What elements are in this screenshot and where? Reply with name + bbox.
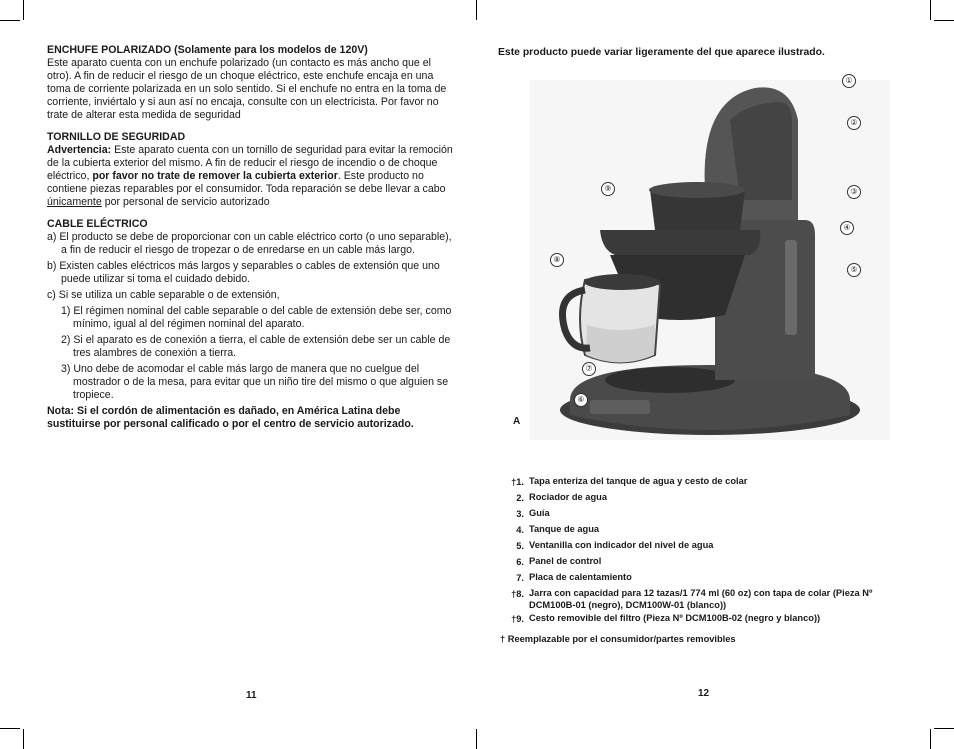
section-heading: TORNILLO DE SEGURIDAD [47, 131, 186, 143]
body-text: Este aparato cuenta con un tornillo de seguridad para evitar la remoción de la cubierta exterior del mismo. A fin de reducir el riesgo de incendio o de choque eléctrico, [47, 144, 453, 182]
callout-6: ⑥ [574, 393, 588, 407]
list-item: b) Existen cables eléctricos más largos y separables o cables de extensión que uno puede utilizar si toma el cuidado debido. [47, 260, 440, 285]
parts-list-item [500, 522, 900, 538]
parts-list-item [500, 506, 900, 522]
parts-list-item [500, 490, 900, 506]
sub-list-item: 3) Uno debe de acomodar el cable más largo de manera que no cuelgue del mostrador o de la mesa, para evitar que un niño tire del mismo o que alguien se tropiece. [61, 363, 449, 401]
parts-list-item [500, 474, 900, 490]
part-number: 5. [516, 541, 524, 551]
part-number: †9. [511, 614, 524, 624]
part-name: Cesto removible del filtro (Pieza Nº DCM100B-02 (negro y blanco)) [529, 613, 821, 623]
parts-list-item [500, 611, 900, 627]
crop-mark [0, 20, 20, 21]
part-name: Jarra con capacidad para 12 tazas/1 774 ml (60 oz) con tapa de colar (Pieza Nº DCM100B-01 (negro), DCM100W-01 (blanco)) [529, 588, 873, 610]
polarized-plug-section [47, 44, 454, 122]
coffee-maker-illustration [530, 80, 890, 440]
callout-4: ④ [840, 221, 854, 235]
warning-label: Advertencia: [47, 144, 112, 156]
part-name: Tanque de agua [529, 524, 600, 534]
list-item: a) El producto se debe de proporcionar con un cable eléctrico corto (o uno separable), a fin de reducir el riesgo de tropezar o de enredarse en un cable más largo. [47, 231, 452, 256]
section-body: Este aparato cuenta con un enchufe polarizado (un contacto es más ancho que el otro). A fin de reducir el riesgo de un choque eléctrico, este enchufe encaja en una toma de corriente polarizada en un solo sentido. Si el enchufe no entra en la toma de corriente, inviértalo y si aun así no encaja, consulte con un electricista. Por favor no trate de alterar esta medida de seguridad [47, 57, 447, 121]
part-name: Placa de calentamiento [529, 572, 632, 582]
part-number: 3. [516, 509, 524, 519]
callout-2: ② [847, 116, 861, 130]
callout-8: ⑧ [550, 253, 564, 267]
parts-list-item [500, 554, 900, 570]
part-number: 2. [516, 493, 524, 503]
illustration-disclaimer: Este producto puede variar ligeramente del que aparece ilustrado. [498, 47, 825, 58]
power-cord-section [47, 218, 454, 402]
crop-mark [934, 728, 954, 729]
body-text: . Este producto no contiene piezas reparables por el consumidor. Toda reparación se debe llevar a cabo [47, 170, 446, 195]
parts-list [500, 474, 900, 647]
part-number: 7. [516, 573, 524, 583]
crop-mark [23, 0, 24, 20]
section-heading: CABLE ELÉCTRICO [47, 218, 148, 230]
body-text: por personal de servicio autorizado [101, 196, 270, 208]
crop-mark [930, 729, 931, 749]
part-name: Guía [529, 508, 550, 518]
sub-list-item: 1) El régimen nominal del cable separable o del cable de extensión debe ser, como mínimo, igual al del régimen nominal del aparato. [61, 305, 452, 330]
left-page [47, 44, 454, 431]
cord-note: Nota: Si el cordón de alimentación es dañado, en América Latina debe sustituirse por personal calificado o por el centro de servicio autorizado. [47, 405, 414, 430]
replaceable-footnote: † Reemplazable por el consumidor/partes removibles [500, 634, 736, 644]
coffee-maker-drawing [530, 80, 890, 440]
parts-list-item [500, 570, 900, 586]
body-emphasis: por favor no trate de remover la cubierta exterior [92, 170, 338, 182]
callout-1: ① [842, 74, 856, 88]
part-name: Panel de control [529, 556, 602, 566]
callout-3: ③ [847, 185, 861, 199]
crop-mark [930, 0, 931, 20]
crop-mark [0, 728, 20, 729]
parts-list-item [500, 586, 900, 611]
part-number: †8. [511, 589, 524, 599]
sub-list-item: 2) Si el aparato es de conexión a tierra, el cable de extensión debe ser un cable de tres alambres de conexión a tierra. [61, 334, 451, 359]
part-number: 6. [516, 557, 524, 567]
callout-9: ⑨ [601, 182, 615, 196]
part-name: Rociador de agua [529, 492, 608, 502]
body-underline: únicamente [47, 196, 102, 208]
crop-mark [23, 729, 24, 749]
callout-7: ⑦ [582, 362, 596, 376]
crop-mark [934, 20, 954, 21]
section-heading: ENCHUFE POLARIZADO (Solamente para los modelos de 120V) [47, 44, 368, 56]
part-name: Ventanilla con indicador del nivel de agua [529, 540, 714, 550]
figure-label: A [513, 416, 521, 427]
part-name: Tapa enteriza del tanque de agua y cesto de colar [529, 476, 748, 486]
callout-5: ⑤ [847, 263, 861, 277]
list-item: c) Si se utiliza un cable separable o de extensión, [47, 289, 280, 301]
section-body [47, 144, 454, 209]
page-number: 12 [698, 688, 710, 699]
part-number: †1. [511, 477, 524, 487]
safety-screw-section [47, 131, 454, 209]
center-fold-mark [476, 0, 477, 20]
parts-list-item [500, 538, 900, 554]
page-number: 11 [246, 690, 257, 701]
part-number: 4. [516, 525, 524, 535]
center-fold-mark [476, 729, 477, 749]
